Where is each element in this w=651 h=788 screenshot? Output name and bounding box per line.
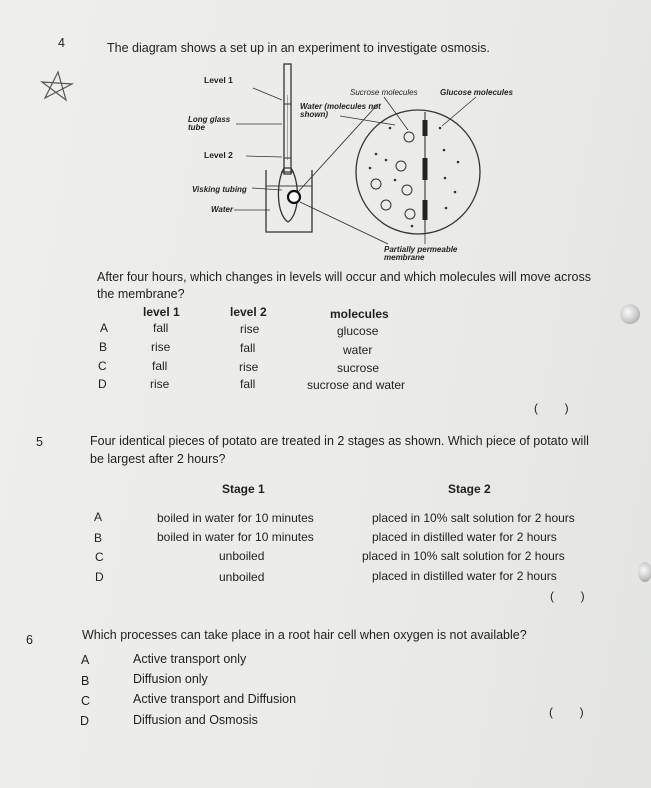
q6-option-b-letter[interactable]: B [81, 674, 90, 688]
q4-option-a-letter[interactable]: A [100, 321, 109, 335]
q4-option-b-level2: fall [240, 341, 256, 355]
q4-option-d-molecules: sucrose and water [307, 378, 406, 392]
q6-option-d-letter[interactable]: D [80, 714, 90, 728]
question-number-5: 5 [36, 435, 43, 449]
q4-option-c-molecules: sucrose [337, 361, 380, 375]
q4-option-a-level1: fall [153, 321, 169, 335]
q5-option-d-stage2: placed in distilled water for 2 hours [372, 569, 557, 583]
label-visking-tubing: Visking tubing [192, 185, 247, 194]
label-long-glass-tube: Long glass [188, 115, 231, 124]
q5-option-b-stage2: placed in distilled water for 2 hours [372, 530, 557, 544]
q5-option-c-stage2: placed in 10% salt solution for 2 hours [362, 549, 565, 563]
sucrose-molecules [371, 132, 415, 219]
q4-answer-bracket[interactable]: ( ) [534, 401, 569, 415]
label-water: Water [211, 205, 234, 214]
label-water-molecules-2: shown) [300, 110, 328, 119]
q5-option-d-stage1: unboiled [219, 570, 265, 584]
q4-option-b-molecules: water [343, 343, 373, 357]
q4-option-d-letter[interactable]: D [98, 377, 107, 391]
q6-answer-bracket[interactable]: ( ) [549, 705, 584, 719]
q5-answer-bracket[interactable]: ( ) [550, 589, 585, 603]
q5-stem-line1: Four identical pieces of potato are treated in 2 stages as shown. Which piece of potato will [90, 434, 589, 448]
q5-option-a-stage1: boiled in water for 10 minutes [157, 511, 314, 525]
label-glucose-molecules: Glucose molecules [440, 88, 513, 97]
label-water-molecules: Water (molecules not [300, 102, 381, 111]
q5-option-b-letter[interactable]: B [94, 531, 103, 545]
q6-option-c-text: Active transport and Diffusion [133, 692, 297, 706]
question-number-4: 4 [58, 36, 65, 50]
q4-stem: The diagram shows a set up in an experiment to investigate osmosis. [107, 41, 490, 55]
q4-option-b-letter[interactable]: B [99, 340, 108, 354]
q5-stem-line2: be largest after 2 hours? [90, 452, 226, 466]
glucose-molecules [369, 127, 460, 228]
q4-header-molecules: molecules [330, 307, 389, 321]
q6-option-c-letter[interactable]: C [81, 694, 91, 708]
q4-option-c-level2: rise [239, 360, 259, 374]
q5-option-b-stage1: boiled in water for 10 minutes [157, 530, 314, 544]
q4-header-level1: level 1 [143, 305, 180, 319]
q5-option-a-stage2: placed in 10% salt solution for 2 hours [372, 511, 575, 525]
label-membrane: membrane [384, 253, 425, 262]
q4-question-line2: the membrane? [97, 287, 185, 301]
q5-header-stage2: Stage 2 [448, 482, 491, 496]
q4-question-line1: After four hours, which changes in levels will occur and which molecules will move across [97, 270, 591, 284]
q6-option-a-text: Active transport only [133, 652, 247, 666]
q6-option-a-letter[interactable]: A [81, 653, 90, 667]
magnify-point [288, 191, 300, 203]
q6-stem: Which processes can take place in a root hair cell when oxygen is not available? [82, 628, 527, 642]
label-partially-permeable-membrane: Partially permeable [384, 245, 458, 254]
q4-option-d-level1: rise [150, 377, 170, 391]
label-sucrose-molecules: Sucrose molecules [350, 88, 418, 97]
q5-option-c-letter[interactable]: C [95, 550, 104, 564]
q4-option-a-molecules: glucose [337, 324, 379, 338]
q4-option-c-letter[interactable]: C [98, 359, 107, 373]
label-level1: Level 1 [204, 75, 233, 85]
q5-option-a-letter[interactable]: A [94, 510, 103, 524]
magnified-view [356, 110, 480, 234]
q6-option-b-text: Diffusion only [133, 672, 208, 686]
q5-header-stage1: Stage 1 [222, 482, 265, 496]
q4-option-c-level1: fall [152, 359, 168, 373]
label-long-glass-tube-2: tube [188, 123, 205, 132]
q4-header-level2: level 2 [230, 305, 267, 319]
q6-option-d-text: Diffusion and Osmosis [133, 713, 258, 727]
q4-option-d-level2: fall [240, 377, 256, 391]
q5-option-d-letter[interactable]: D [95, 570, 104, 584]
q4-option-a-level2: rise [240, 322, 260, 336]
question-number-6: 6 [26, 633, 33, 647]
q5-option-c-stage1: unboiled [219, 549, 265, 563]
q4-option-b-level1: rise [151, 340, 171, 354]
label-level2: Level 2 [204, 150, 233, 160]
